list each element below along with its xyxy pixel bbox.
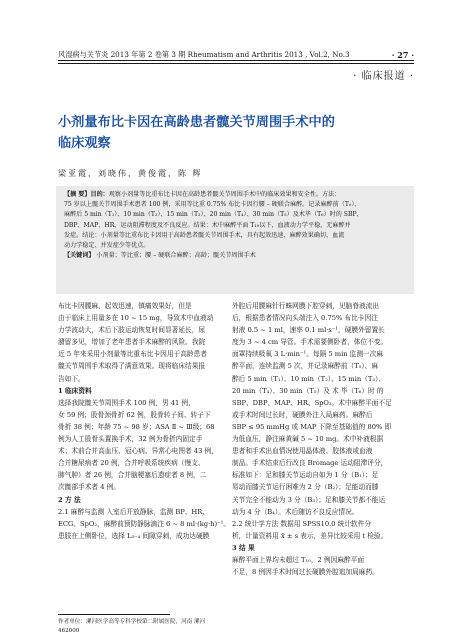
body-line: 关节完全不能动为 3 分（B₃）；足和膝关节都不能运 [232, 495, 386, 504]
body-line: 标准如下：足和膝关节运动自如为 1 分（B₁）；足 [232, 471, 379, 480]
author-affiliation-footnote [58, 618, 230, 636]
body-line: 外腔后用腰麻针行蛛网膜下腔穿刺，见脑脊液流出 [232, 302, 380, 310]
title-line: 小剂量布比卡因在高龄患者髋关节周围手术中的 [58, 115, 335, 130]
body-line: 面罩持续吸氧 3 L·min⁻¹。每隔 5 min 监测一次麻 [232, 350, 384, 359]
abstract [64, 190, 408, 261]
page-number: · 27 · [391, 50, 414, 60]
body-line: 由于临床上用量多在 10 ~ 15 mg，导致术中血液动 [58, 314, 214, 323]
body-line: 告如下。 [58, 374, 85, 383]
title-line: 临床观察 [58, 136, 111, 151]
abstract-line [64, 251, 408, 261]
body-line: 醉平面，连续监测 5 次，并记录麻醉前（T₀）、麻 [232, 362, 379, 371]
section-heading: 2 方 法 [58, 495, 81, 504]
body-line: 术；术前合并高血压、冠心病、异常心电图者 43 例， [58, 447, 218, 456]
body-line: 肺气肿）者 26 例，合并脑梗塞后遗症者 8 例，二 [58, 471, 207, 480]
body-line: 2.2 统计学方法 数据用 SPSS10.0 统计软件分 [232, 519, 372, 528]
abstract-line [64, 210, 408, 220]
abstract-line [64, 231, 408, 241]
author-list: 梁亚霞，刘晓伟，黄俊霞，陈 辉 [58, 169, 203, 178]
running-head [58, 46, 414, 60]
abstract-line [64, 241, 408, 251]
article-title [58, 112, 388, 154]
body-line: 2.1 麻醉与监测 入室后开放静脉，监测 BP、HR、 [58, 507, 209, 516]
body-line: 析，计量资料用 x̄ ± s 表示，差异比较采用 t 检验。 [232, 531, 388, 540]
abstract-text: 小剂量；等比重；腰 – 硬联合麻醉；高龄；髋关节周围手术 [94, 252, 256, 260]
abstract-text: 麻醉后 5 min（T₁）、10 min（T₂）、15 min（T₃）、20 min（T₄）、30 min（T₅）及术毕（T₆）时的 SBP、 [64, 211, 363, 219]
body-line: 为低血压，静注麻黄碱 5 ~ 10 mg。术中补液根据 [232, 435, 384, 444]
body-line: 患者和手术出血情况使用晶体液、胶体液或血液 [232, 447, 373, 456]
body-line: 麻醉平面上界均未超过 T₁₀，2 例因麻醉平面 [232, 555, 365, 564]
abstract-text: DBP、MAP、HR、运动阻滞程度及不良反应。结果：术中麻醉平面 T₁₀以下，血液动力学平稳，无麻醉并 [64, 221, 351, 229]
body-line: 或手术时间过长时，硬膜外注入局麻药。麻醉后 [232, 410, 373, 419]
body-line: 制品。手术结束后行改良 Bromage 运动阻滞评分， [232, 459, 388, 468]
body-line: 近 5 年来采用小剂量等比重布比卡因用于高龄患者 [58, 350, 207, 359]
body-line: 20 min（T₄）、30 min（T₅）及 术 毕（T₆）时 的 [232, 386, 384, 395]
abstract-label: 【摘 要】目的： [64, 191, 109, 198]
body-line: 合并糖尿病者 20 例，合并呼吸系统疾病（慢支、 [58, 459, 205, 468]
body-line: 患肢在上侧卧位，选择 L₃₋₄ 间隙穿刺，成功达硬膜 [58, 531, 210, 540]
abstract-text: 动力学稳定、并发症少等优点。 [64, 242, 150, 250]
body-line: 骨折 38 例；年龄 75 ~ 98 岁；ASA Ⅱ ~ Ⅲ级；68 [58, 422, 215, 431]
abstract-text: 发症。结论：小剂量等比重布比卡因用于高龄患者髋关节周围手术，具有起效迅速、麻醉效果确切、血流 [64, 231, 345, 239]
abstract-text: 75 岁以上髋关节周围手术患者 100 例，采用等比重 0.75% 布比卡因行腰 – 硬联合麻醉。记录麻醉前（T₀）、 [64, 201, 361, 209]
footnote-line: 作者单位：漯河医学高等专科学校第二附属医院，河南 漯河 [58, 619, 206, 625]
body-line: SBP ≤ 95 mmHg 或 MAP 下降至基础值的 80% 即 [232, 422, 392, 431]
journal-citation: 风湿病与关节炎 2013 年第 2 卷第 3 期 Rheumatism and Arthritis 2013 , Vol.2, No.3 [58, 50, 350, 59]
abstract-label: 【关键词】 [64, 252, 95, 260]
section-label: · 临床报道 · [353, 71, 414, 82]
body-line: ECG、SpO₂，麻醉前预防静脉滴注 6 ~ 8 ml·(kg·h)⁻¹。 [58, 519, 230, 528]
body-line: 后，根据患者情况向头端注入 0.75% 布比卡因注 [232, 314, 378, 323]
body-line: 潴留多见，增加了老年患者手术麻醉的风险。我院 [58, 338, 206, 347]
header-rule-thin [58, 63, 414, 64]
abstract-line [64, 200, 408, 210]
body-column-right [232, 300, 404, 578]
body-line: 例为人工股骨头置换手术，32 例为骨折内固定手 [58, 435, 203, 444]
body-line: SBP、DBP、MAP、HR、SpO₂。术中麻醉平面不足 [232, 398, 392, 407]
body-line: 髋关节周围手术取得了满意效果。现将临床结果报 [58, 362, 206, 371]
body-line: 易动而膝关节运行困难为 2 分（B₂）；足能动而膝 [232, 483, 379, 492]
body-column-left [58, 300, 230, 542]
abstract-line [64, 221, 408, 231]
body-line: 射液 0.5 ~ 1 ml，速率 0.1 ml·s⁻¹，硬膜外留置长 [232, 326, 385, 335]
body-line: 女 59 例；股骨颈骨折 62 例，股骨转子间、转子下 [58, 410, 211, 419]
header-rule [58, 60, 414, 61]
body-line: 动为 4 分（B₄）。术后随访不良反应情况。 [232, 507, 359, 516]
footnote-line: 462000 [58, 628, 80, 634]
abstract-line [64, 190, 408, 200]
footnote-rule [58, 614, 170, 615]
body-line: 醉后 5 min（T₁）、10 min（T₂）、15 min（T₃）、 [232, 374, 386, 383]
body-line: 布比卡因腰麻，起效迅速，镇痛效果好，但是 [58, 302, 192, 310]
body-line: 不足，8 例因手术时间过长硬膜外腔追加局麻药。 [232, 568, 379, 577]
section-heading: 1 临床资料 [58, 386, 92, 395]
body-line: 力学波动大，术后下肢运动恢复时间显著延长，尿 [58, 326, 206, 335]
body-line: 选择我院髋关节周围手术 100 例，男 41 例， [58, 398, 195, 407]
section-heading: 3 结 果 [232, 543, 255, 552]
abstract-text: 观察小剂量等比重布比卡因在高龄患者髋关节周围手术中的临床效果和安全性。方法： [108, 191, 341, 198]
body-line: 次髋部手术者 4 例。 [58, 483, 121, 492]
body-line: 度为 3 ~ 4 cm 导管。手术需要侧卧者，体位不变。 [232, 338, 388, 347]
